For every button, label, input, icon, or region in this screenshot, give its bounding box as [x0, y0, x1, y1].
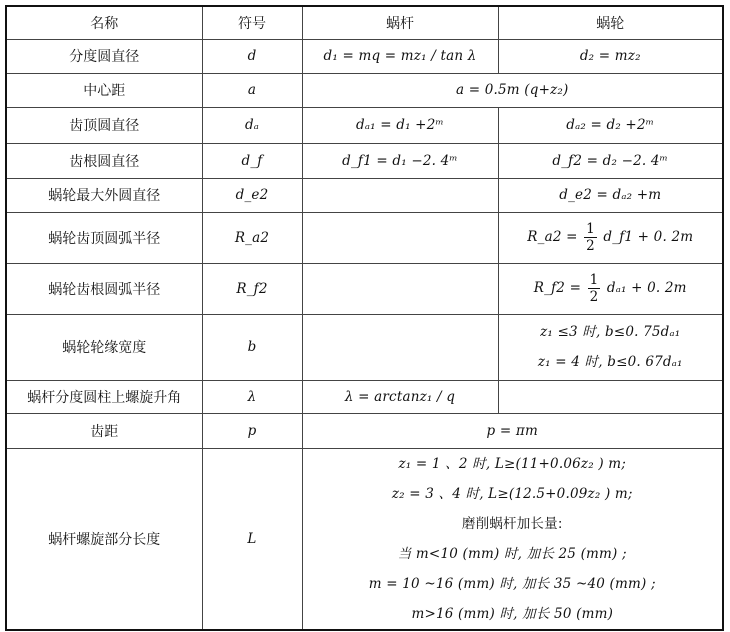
row-name: 齿顶圆直径	[6, 107, 202, 143]
fraction	[584, 221, 597, 254]
header-symbol: 符号	[202, 6, 302, 39]
formula-line: m = 10 ~16 (mm) 时, 加长 35 ~40 (mm) ;	[368, 575, 656, 592]
table-row	[6, 143, 723, 178]
merged-formula: p = πm	[302, 413, 723, 448]
table-row	[6, 73, 723, 107]
row-name: 蜗杆分度圆柱上螺旋升角	[6, 380, 202, 413]
row-name: 中心距	[6, 73, 202, 107]
table-row	[6, 448, 723, 630]
formula-lhs: R_f2 =	[533, 280, 582, 296]
fraction-numerator: 1	[589, 272, 599, 288]
table-row	[6, 178, 723, 212]
merged-formula	[302, 448, 723, 630]
wheel-formula: dₐ₂ = d₂ +2ᵐ	[498, 107, 723, 143]
header-name: 名称	[6, 6, 202, 39]
table-row	[6, 107, 723, 143]
worm-formula: dₐ₁ = d₁ +2ᵐ	[302, 107, 498, 143]
formula-line: m>16 (mm) 时, 加长 50 (mm)	[411, 605, 614, 622]
header-worm: 蜗杆	[302, 6, 498, 39]
wheel-formula	[498, 212, 723, 263]
row-name: 蜗轮轮缘宽度	[6, 314, 202, 380]
worm-formula	[302, 263, 498, 314]
row-name: 分度圆直径	[6, 39, 202, 73]
table-row	[6, 380, 723, 413]
row-symbol: b	[202, 314, 302, 380]
row-symbol: a	[202, 73, 302, 107]
merged-formula: a = 0.5m (q+z₂)	[302, 73, 723, 107]
row-name: 齿距	[6, 413, 202, 448]
fraction-denominator: 2	[586, 238, 595, 254]
formula-line: z₁ = 1 、2 时, L≥(11+0.06z₂ ) m;	[398, 455, 627, 472]
table-row	[6, 212, 723, 263]
formula-rhs: d_f1 + 0. 2m	[603, 229, 694, 245]
table-row	[6, 39, 723, 73]
header-wheel: 蜗轮	[498, 6, 723, 39]
worm-gear-parameter-table	[5, 5, 724, 631]
fraction-numerator: 1	[586, 221, 595, 237]
formula-lhs: R_a2 =	[527, 229, 578, 245]
worm-formula: d₁ = mq = mz₁ / tan λ	[302, 39, 498, 73]
wheel-formula	[498, 263, 723, 314]
worm-formula: λ = arctanz₁ / q	[302, 380, 498, 413]
wheel-formula	[498, 380, 723, 413]
header-row	[6, 6, 723, 39]
formula-line: 磨削蜗杆加长量:	[461, 515, 563, 532]
formula-line: z₂ = 3 、4 时, L≥(12.5+0.09z₂ ) m;	[391, 485, 633, 502]
table-row	[6, 413, 723, 448]
row-symbol: dₐ	[202, 107, 302, 143]
formula-line: z₁ = 4 时, b≤0. 67dₐ₁	[537, 354, 683, 370]
fraction	[588, 272, 601, 305]
worm-formula	[302, 314, 498, 380]
worm-formula: d_f1 = d₁ −2. 4ᵐ	[302, 143, 498, 178]
table-row	[6, 314, 723, 380]
row-symbol: d_f	[202, 143, 302, 178]
row-symbol: d	[202, 39, 302, 73]
wheel-formula: d₂ = mz₂	[498, 39, 723, 73]
wheel-formula	[498, 314, 723, 380]
wheel-formula: d_e2 = dₐ₂ +m	[498, 178, 723, 212]
worm-formula	[302, 212, 498, 263]
wheel-formula: d_f2 = d₂ −2. 4ᵐ	[498, 143, 723, 178]
table-row	[6, 263, 723, 314]
row-symbol: p	[202, 413, 302, 448]
row-symbol: L	[202, 448, 302, 630]
row-symbol: R_f2	[202, 263, 302, 314]
row-name: 齿根圆直径	[6, 143, 202, 178]
formula-line: 当 m<10 (mm) 时, 加长 25 (mm) ;	[397, 545, 627, 562]
row-name: 蜗轮最大外圆直径	[6, 178, 202, 212]
row-name: 蜗杆螺旋部分长度	[6, 448, 202, 630]
row-symbol: d_e2	[202, 178, 302, 212]
row-name: 蜗轮齿根圆弧半径	[6, 263, 202, 314]
row-symbol: R_a2	[202, 212, 302, 263]
worm-formula	[302, 178, 498, 212]
row-name: 蜗轮齿顶圆弧半径	[6, 212, 202, 263]
fraction-denominator: 2	[589, 289, 599, 305]
formula-line: z₁ ≤3 时, b≤0. 75dₐ₁	[540, 324, 681, 340]
row-symbol: λ	[202, 380, 302, 413]
formula-rhs: dₐ₁ + 0. 2m	[606, 280, 687, 296]
